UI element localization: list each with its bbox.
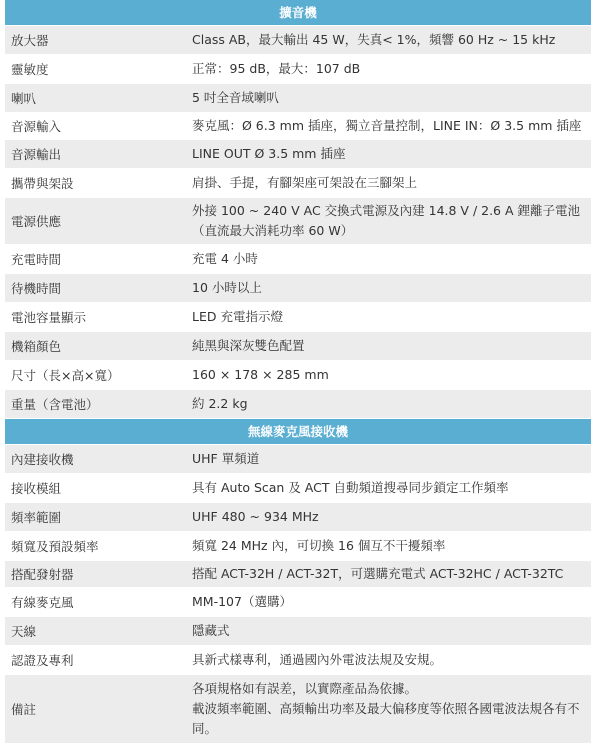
spec-label: 有線麥克風 bbox=[11, 595, 74, 610]
spec-label: 頻寬及預設頻率 bbox=[11, 539, 99, 554]
spec-value: 正常：95 dB，最大：107 dB bbox=[192, 61, 361, 76]
spec-value: 10 小時以上 bbox=[192, 280, 262, 295]
spec-value: 純黑與深灰雙色配置 bbox=[192, 338, 305, 353]
spec-label: 攜帶與架設 bbox=[11, 176, 74, 191]
spec-row bbox=[5, 198, 591, 245]
spec-value: 5 吋全音域喇叭 bbox=[192, 90, 279, 105]
spec-row bbox=[5, 55, 591, 84]
spec-value: 麥克風：Ø 6.3 mm 插座，獨立音量控制，LINE IN：Ø 3.5 mm 插座 bbox=[192, 118, 582, 133]
spec-label: 內建接收機 bbox=[11, 452, 74, 467]
spec-row bbox=[5, 332, 591, 361]
spec-label: 放大器 bbox=[11, 33, 49, 48]
spec-value: LINE OUT Ø 3.5 mm 插座 bbox=[192, 146, 346, 161]
spec-value: 約 2.2 kg bbox=[192, 396, 248, 411]
spec-table bbox=[5, 0, 591, 744]
section-header-wireless-receiver: 無線麥克風接收機 bbox=[5, 419, 591, 445]
spec-row bbox=[5, 274, 591, 303]
spec-row bbox=[5, 26, 591, 55]
spec-row bbox=[5, 474, 591, 503]
note-line: 各項規格如有誤差，以實際產品為依據。 bbox=[192, 681, 418, 696]
spec-row bbox=[5, 532, 591, 561]
spec-row bbox=[5, 245, 591, 274]
spec-label: 充電時間 bbox=[11, 252, 62, 267]
spec-row bbox=[5, 84, 591, 113]
spec-value: 具新式樣專利，通過國內外電波法規及安規。 bbox=[192, 652, 443, 667]
spec-row bbox=[5, 113, 591, 140]
spec-row bbox=[5, 303, 591, 332]
spec-label: 頻率範圍 bbox=[11, 510, 62, 525]
spec-value: 充電 4 小時 bbox=[192, 251, 258, 266]
spec-label: 待機時間 bbox=[11, 281, 62, 296]
spec-label: 天線 bbox=[11, 624, 37, 639]
spec-row bbox=[5, 140, 591, 169]
spec-label: 喇叭 bbox=[11, 91, 37, 106]
spec-value: 搭配 ACT-32H / ACT-32T，可選購充電式 ACT-32HC / ACT-32TC bbox=[192, 566, 564, 581]
spec-row bbox=[5, 675, 591, 744]
section-header-amplifier: 擴音機 bbox=[5, 0, 591, 26]
spec-value: Class AB，最大輸出 45 W，失真< 1%，頻響 60 Hz ~ 15 kHz bbox=[192, 32, 556, 47]
spec-label: 機箱顏色 bbox=[11, 339, 62, 354]
spec-row bbox=[5, 445, 591, 474]
spec-value: LED 充電指示燈 bbox=[192, 309, 283, 324]
spec-row bbox=[5, 361, 591, 390]
note-line: 載波頻率範圍、高頻輸出功率及最大偏移度等依照各國電波法規各有不同。 bbox=[192, 701, 580, 736]
spec-row bbox=[5, 588, 591, 617]
spec-value: 頻寬 24 MHz 內，可切換 16 個互不干擾頻率 bbox=[192, 538, 446, 553]
spec-label: 音源輸入 bbox=[11, 119, 62, 134]
spec-row bbox=[5, 390, 591, 419]
spec-value: MM-107（選購） bbox=[192, 594, 292, 609]
spec-label: 重量（含電池） bbox=[11, 397, 99, 412]
spec-label: 尺寸（長×高×寬） bbox=[11, 368, 120, 383]
spec-label: 接收模組 bbox=[11, 481, 62, 496]
spec-label: 認證及專利 bbox=[11, 653, 74, 668]
spec-label: 電池容量顯示 bbox=[11, 310, 87, 325]
spec-row bbox=[5, 617, 591, 646]
spec-row bbox=[5, 646, 591, 675]
spec-label: 搭配發射器 bbox=[11, 567, 74, 582]
spec-value: 160 × 178 × 285 mm bbox=[192, 367, 329, 382]
spec-label: 靈敏度 bbox=[11, 62, 49, 77]
spec-value: 外接 100 ~ 240 V AC 交換式電源及內建 14.8 V / 2.6 A 鋰離子電池（直流最大消耗功率 60 W） bbox=[192, 203, 581, 238]
spec-label: 備註 bbox=[11, 702, 37, 717]
spec-label: 音源輸出 bbox=[11, 147, 62, 162]
spec-value: 肩掛、手提，有腳架座可架設在三腳架上 bbox=[192, 175, 418, 190]
spec-row bbox=[5, 561, 591, 588]
spec-value: 隱藏式 bbox=[192, 623, 230, 638]
spec-value: UHF 單頻道 bbox=[192, 451, 260, 466]
spec-value bbox=[188, 675, 591, 743]
spec-label: 電源供應 bbox=[11, 214, 62, 229]
spec-row bbox=[5, 169, 591, 198]
spec-value: 具有 Auto Scan 及 ACT 自動頻道搜尋同步鎖定工作頻率 bbox=[192, 480, 509, 495]
spec-value: UHF 480 ~ 934 MHz bbox=[192, 509, 319, 524]
spec-row bbox=[5, 503, 591, 532]
